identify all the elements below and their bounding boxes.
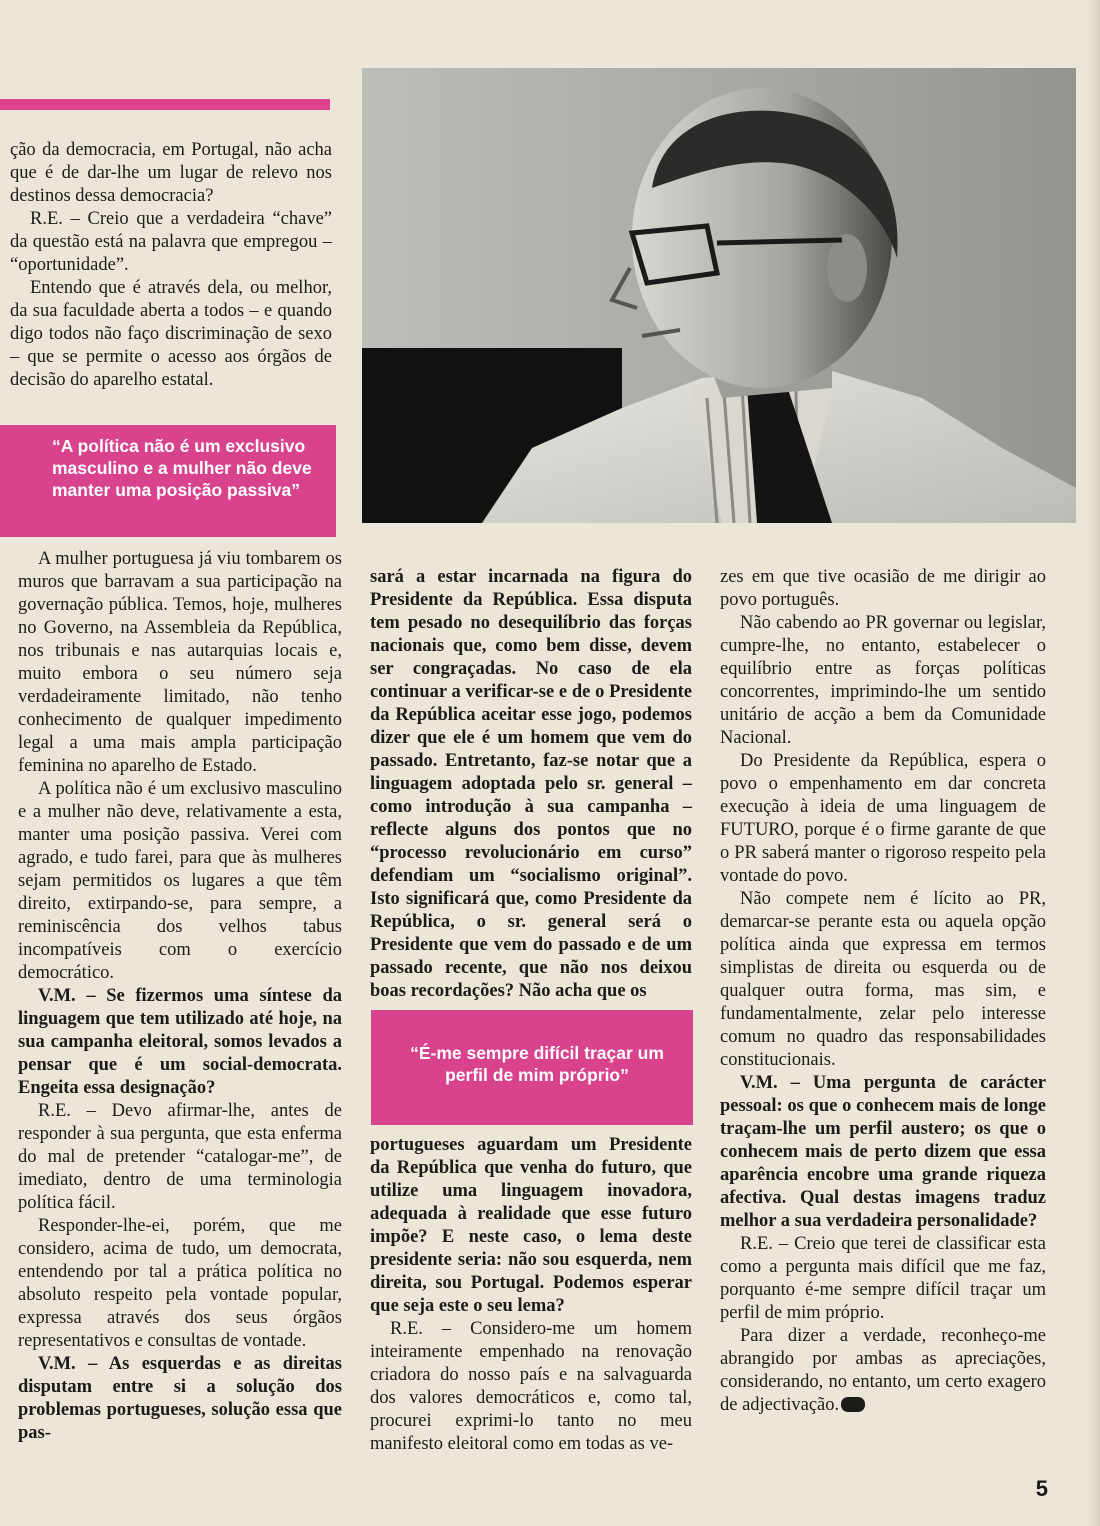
question-paragraph: V.M. – Se fizermos uma síntese da linguagem que tem utilizado até hoje, na sua campanha eleitoral, somos levados a pensar que é um social-democrata. Engeita essa designação? <box>18 986 342 1098</box>
paragraph: ção da democracia, em Portugal, não acha que é de dar-lhe um lugar de relevo nos destinos dessa democracia? <box>10 140 332 206</box>
column-2-bottom <box>370 1134 692 1456</box>
question-paragraph: V.M. – Uma pergunta de carácter pessoal: os que o conhecem mais de longe traçam-lhe um perfil austero; os que o conhecem mais de perto dizem que essa aparência encobre uma grande riqueza afectiva. Qual destas imagens traduz melhor a sua verdadeira personalidade? <box>720 1073 1046 1231</box>
portrait-illustration <box>362 68 1076 523</box>
paragraph: Do Presidente da República, espera o povo o empenhamento em dar concreta execução à ideia de uma linguagem de FUTURO, porque é o firme garante de que o PR saberá manter o rigoroso respeito pela vontade do povo. <box>720 751 1046 886</box>
paragraph: A mulher portuguesa já viu tombarem os muros que barravam a sua participação na governação pública. Temos, hoje, mulheres no Governo, na Assembleia da República, nos tribunais e nas autarquias locais e, muito embora o seu número seja verdadeiramente limitado, não tenho conhecimento de qualquer impedimento legal a uma mais ampla participação feminina no aparelho de Estado. <box>18 549 342 776</box>
page-edge <box>1086 0 1100 1526</box>
closing-text: Para dizer a verdade, reconheço-me abrangido por ambas as apreciações, considerando, no entanto, um certo exagero de adjectivação. <box>720 1326 1046 1415</box>
pull-quote-text: “É-me sempre difícil traçar um perfil de mim próprio” <box>410 1043 664 1085</box>
paragraph <box>720 1325 1046 1417</box>
end-of-article-icon <box>841 1397 865 1412</box>
paragraph: Responder-lhe-ei, porém, que me considero, acima de tudo, um democrata, entendendo por tal a prática política no absoluto respeito pela vontade popular, expressa através dos seus órgãos representativos e consultas de vontade. <box>18 1216 342 1351</box>
question-paragraph: portugueses aguardam um Presidente da República que venha do futuro, que utilize uma linguagem inovadora, adequada à realidade que esse futuro impõe? E neste caso, o lema deste presidente seria: não sou esquerda, nem direita, sou Portugal. Podemos esperar que seja este o seu lema? <box>370 1135 692 1316</box>
portrait-photo <box>362 68 1076 523</box>
paragraph: R.E. – Creio que terei de classificar esta como a pergunta mais difícil que me faz, porquanto é-me sempre difícil traçar um perfil de mim próprio. <box>720 1234 1046 1323</box>
column-3 <box>720 566 1046 1417</box>
paragraph: R.E. – Creio que a verdadeira “chave” da questão está na palavra que empregou – “oportunidade”. <box>10 209 332 275</box>
paragraph: R.E. – Considero-me um homem inteiramente empenhado na renovação criadora do nosso país e na salvaguarda dos valores democráticos e, como tal, procurei exprimi-lo tanto no meu manifesto eleitoral como em todas as ve- <box>370 1319 692 1454</box>
question-paragraph: sará a estar incarnada na figura do Presidente da República. Essa disputa tem pesado no desequilíbrio das forças nacionais que, como bem disse, devem ser congraçadas. No caso de ela continuar a verificar-se e de o Presidente da República aceitar esse jogo, podemos dizer que ele é um homem que vem do passado. Entretanto, faz-se notar que a linguagem adoptada pelo sr. general – como introdução à sua campanha – reflecte alguns dos pontos que no “processo revolucionário em curso” defendiam um “socialismo original”. Isto significará que, como Presidente da República, o sr. general será o Presidente que vem do passado e de um passado recente, que não nos deixou boas recordações? Não acha que os <box>370 567 692 1001</box>
question-paragraph: V.M. – As esquerdas e as direitas disputam entre si a solução dos problemas portugueses, solução essa que pas- <box>18 1354 342 1443</box>
paragraph: zes em que tive ocasião de me dirigir ao povo português. <box>720 567 1046 610</box>
paragraph: Não compete nem é lícito ao PR, demarcar-se perante esta ou aquela opção política ainda que expressa em termos simplistas de direita ou esquerda ou de qualquer outra forma, mas sim, e fundamentalmente, zelar pelo interesse comum no quadro das responsabilidades constitucionais. <box>720 889 1046 1070</box>
paragraph: Não cabendo ao PR governar ou legislar, cumpre-lhe, no entanto, estabelecer o equilíbrio entre as forças políticas concorrentes, imprimindo-lhe um sentido unitário de acção a bem da Comunidade Nacional. <box>720 613 1046 748</box>
page-number: 5 <box>1035 1476 1048 1501</box>
column-1-top <box>10 139 332 392</box>
pull-quote-box <box>0 425 336 537</box>
magenta-rule <box>0 99 330 110</box>
paragraph: A política não é um exclusivo masculino e a mulher não deve, relativamente a esta, manter uma posição passiva. Verei com agrado, e tudo farei, para que às mulheres sejam permitidos os lugares a que têm direito, extirpando-se, para sempre, a reminiscência dos velhos tabus incompatíveis com o exercício democrático. <box>18 779 342 983</box>
paragraph: R.E. – Devo afirmar-lhe, antes de responder à sua pergunta, que esta enferma do mal de pretender “catalogar-me”, de imediato, dentro de uma terminologia política fácil. <box>18 1101 342 1213</box>
column-1 <box>18 548 342 1445</box>
column-2 <box>370 566 692 1003</box>
pull-quote-box <box>371 1010 693 1125</box>
pull-quote-text: “A política não é um exclusivo masculino e a mulher não deve manter uma posição passiva” <box>52 436 312 500</box>
paragraph: Entendo que é através dela, ou melhor, da sua faculdade aberta a todos – e quando digo todos não faço discriminação de sexo – que se permite o acesso aos órgãos de decisão do aparelho estatal. <box>10 278 332 390</box>
